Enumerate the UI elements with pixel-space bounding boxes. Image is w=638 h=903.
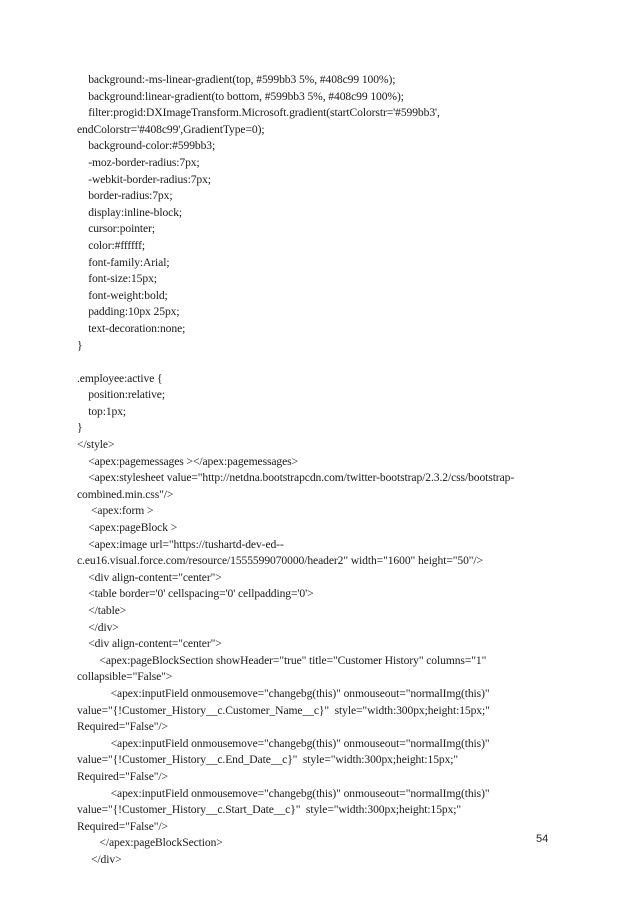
code-line: font-size:15px; <box>77 272 157 286</box>
code-line: value="{!Customer_History__c.Start_Date__c}" style="width:300px;height:15px;" <box>77 803 462 817</box>
code-line: background-color:#599bb3; <box>77 139 216 153</box>
code-line: Required="False"/> <box>77 769 168 783</box>
code-line: <apex:pageBlockSection showHeader="true" title="Customer History" columns="1" <box>77 653 487 667</box>
code-line: collapsible="False"> <box>77 670 173 684</box>
code-line: filter:progid:DXImageTransform.Microsoft.gradient(startColorstr='#599bb3', <box>77 106 440 120</box>
code-line: } <box>77 338 83 352</box>
page-number: 54 <box>536 833 549 845</box>
code-line <box>77 354 547 371</box>
code-line: position:relative; <box>77 388 165 402</box>
code-line: </style> <box>77 438 115 452</box>
code-line: <table border='0' cellspacing='0' cellpadding='0'> <box>77 587 314 601</box>
code-line: <apex:stylesheet value="http://netdna.bootstrapcdn.com/twitter-bootstrap/2.3.2/css/bootstrap- <box>77 471 515 485</box>
code-line: padding:10px 25px; <box>77 305 180 319</box>
code-line: combined.min.css"/> <box>77 487 174 501</box>
code-line: <div align-content="center"> <box>77 570 222 584</box>
code-line: font-weight:bold; <box>77 288 168 302</box>
code-line: top:1px; <box>77 404 127 418</box>
code-line: Required="False"/> <box>77 720 168 734</box>
code-line: -moz-border-radius:7px; <box>77 155 200 169</box>
code-line: background:-ms-linear-gradient(top, #599bb3 5%, #408c99 100%); <box>77 73 396 86</box>
code-line: <apex:form > <box>77 504 154 518</box>
code-line: value="{!Customer_History__c.End_Date__c}" style="width:300px;height:15px;" <box>77 753 459 767</box>
code-line: text-decoration:none; <box>77 321 186 335</box>
code-line: <apex:pagemessages ></apex:pagemessages> <box>77 454 299 468</box>
code-line: <apex:inputField onmousemove="changebg(this)" onmouseout="normalImg(this)" <box>77 786 490 800</box>
code-line: <apex:inputField onmousemove="changebg(this)" onmouseout="normalImg(this)" <box>77 736 490 750</box>
code-line: .employee:active { <box>77 371 163 385</box>
code-line: <apex:pageBlock > <box>77 521 178 535</box>
code-line: </div> <box>77 852 122 866</box>
code-listing <box>77 72 547 869</box>
code-line: endColorstr='#408c99',GradientType=0); <box>77 122 265 136</box>
code-line: <apex:inputField onmousemove="changebg(this)" onmouseout="normalImg(this)" <box>77 686 490 700</box>
code-line: value="{!Customer_History__c.Customer_Name__c}" style="width:300px;height:15px;" <box>77 703 490 717</box>
code-line: </apex:pageBlockSection> <box>77 836 223 850</box>
code-line: Required="False"/> <box>77 819 168 833</box>
code-line: </table> <box>77 604 127 617</box>
code-line: } <box>77 421 83 435</box>
code-line: display:inline-block; <box>77 205 183 219</box>
code-line: </div> <box>77 620 119 634</box>
code-line: <div align-content="center"> <box>77 637 222 651</box>
code-line: font-family:Arial; <box>77 255 170 269</box>
code-line: c.eu16.visual.force.com/resource/1555599070000/header2" width="1600" height="50"/> <box>77 554 483 568</box>
code-line: border-radius:7px; <box>77 189 173 203</box>
code-line: background:linear-gradient(to bottom, #599bb3 5%, #408c99 100%); <box>77 89 404 103</box>
code-line: -webkit-border-radius:7px; <box>77 172 211 186</box>
code-line: cursor:pointer; <box>77 222 155 236</box>
code-line: color:#ffffff; <box>77 238 145 252</box>
code-line: <apex:image url="https://tushartd-dev-ed-- <box>77 537 284 551</box>
